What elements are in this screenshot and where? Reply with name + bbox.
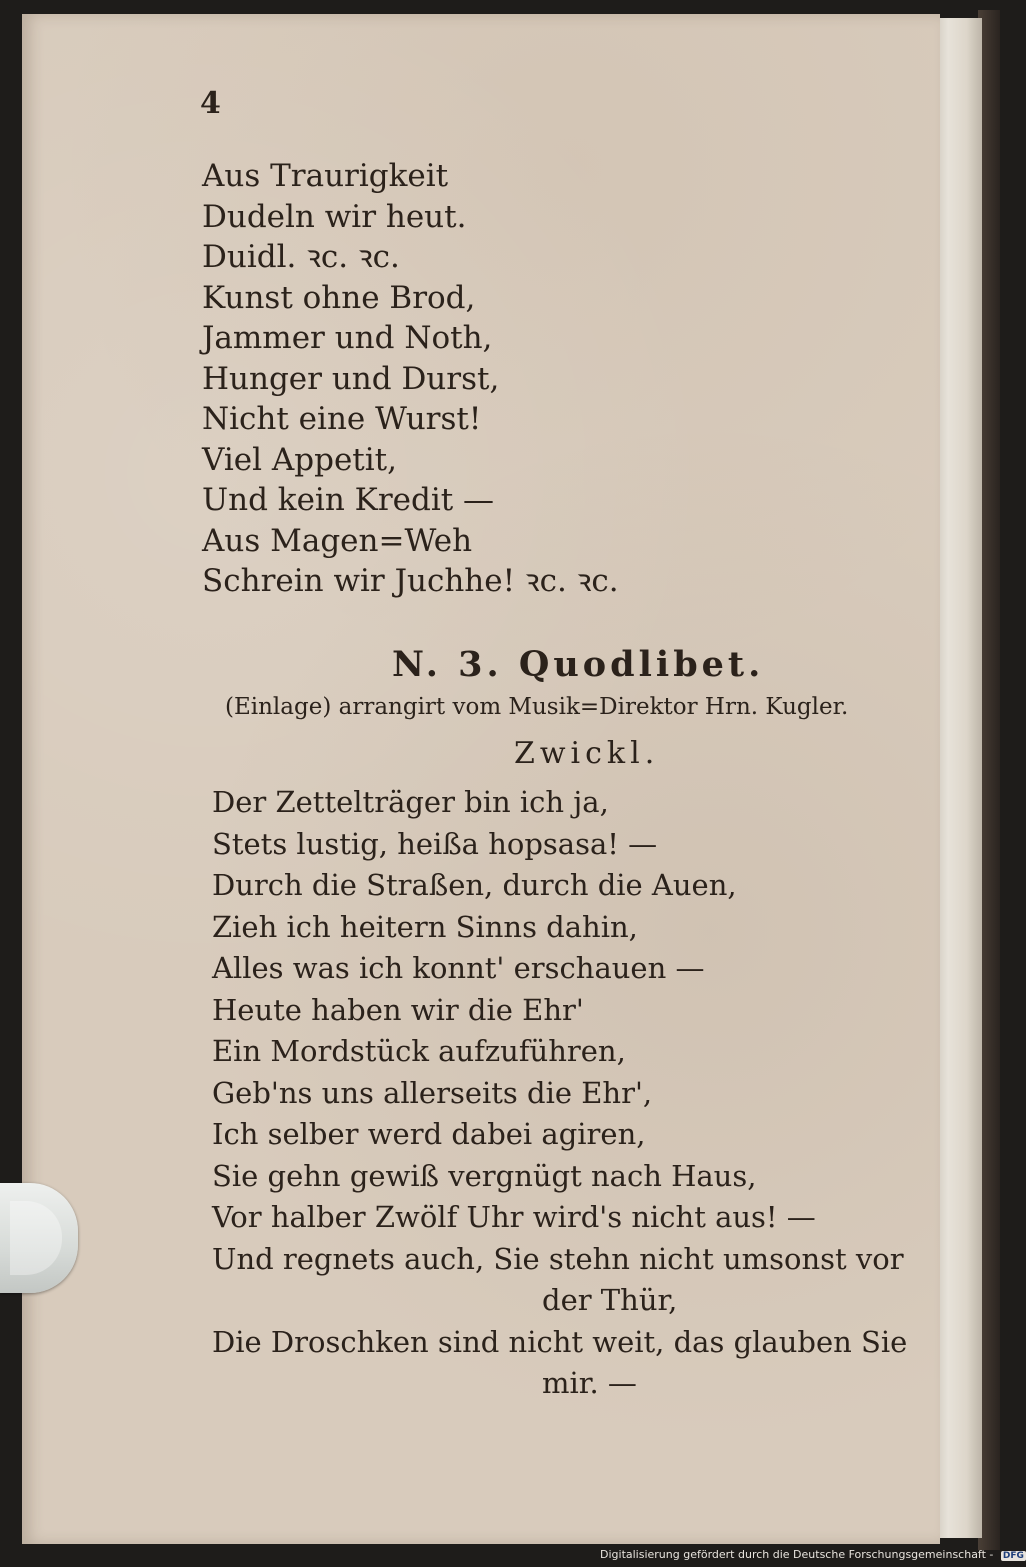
poem-line: Dudeln wir heut. [202, 198, 467, 235]
dfg-logo: DFG [1002, 1551, 1024, 1561]
poem-line: Vor halber Zwölf Uhr wird's nicht aus! — [212, 1200, 816, 1234]
poem-line: Nicht eine Wurst! [202, 401, 482, 437]
poem-line: Sie gehn gewiß vergnügt nach Haus, [212, 1158, 757, 1193]
poem-line: Die Droschken sind nicht weit, das glauben Sie [212, 1324, 908, 1359]
poem-line: Durch die Straßen, durch die Auen, [212, 868, 737, 902]
poem-line: Und kein Kredit — [202, 482, 495, 518]
poem-bottom [212, 782, 992, 1405]
poem-line: Zieh ich heitern Sinns dahin, [212, 909, 638, 944]
page-number: 4 [200, 86, 221, 121]
poem-line: Aus Traurigkeit [202, 158, 449, 194]
footer-text: Digitalisierung gefördert durch die Deutsche Forschungsgemeinschaft - [600, 1548, 994, 1561]
section-subheading: (Einlage) arrangirt vom Musik=Direktor Hrn. Kugler. [225, 694, 849, 720]
poem-line: Jammer und Noth, [202, 320, 493, 356]
poem-top [202, 156, 619, 602]
poem-line: Ich selber werd dabei agiren, [212, 1117, 646, 1151]
section-heading: N. 3. Quodlibet. [392, 644, 765, 685]
speaker-name: Zwickl. [514, 736, 660, 771]
poem-line: Schrein wir Juchhe! ꝛc. ꝛc. [202, 563, 619, 599]
poem-line: Heute haben wir die Ehr' [212, 992, 584, 1027]
poem-line: Viel Appetit, [202, 441, 397, 478]
poem-line: Alles was ich konnt' erschauen — [212, 951, 705, 985]
poem-line: Ein Mordstück aufzuführen, [212, 1034, 626, 1068]
poem-line-continuation: der Thür, [542, 1283, 678, 1317]
poem-line: Hunger und Durst, [202, 360, 500, 397]
poem-line: Geb'ns uns allerseits die Ehr', [212, 1075, 653, 1110]
poem-line: Stets lustig, heißa hopsasa! — [212, 826, 658, 861]
poem-line: Und regnets auch, Sie stehn nicht umsonst vor [212, 1241, 904, 1276]
poem-line: Duidl. ꝛc. ꝛc. [202, 239, 400, 275]
poem-line: Kunst ohne Brod, [202, 279, 476, 316]
digitization-footer [600, 1548, 1026, 1561]
poem-line: Aus Magen=Weh [202, 522, 473, 559]
book-page [22, 14, 940, 1544]
poem-line: Der Zettelträger bin ich ja, [212, 785, 609, 819]
poem-line-continuation: mir. — [542, 1366, 637, 1400]
